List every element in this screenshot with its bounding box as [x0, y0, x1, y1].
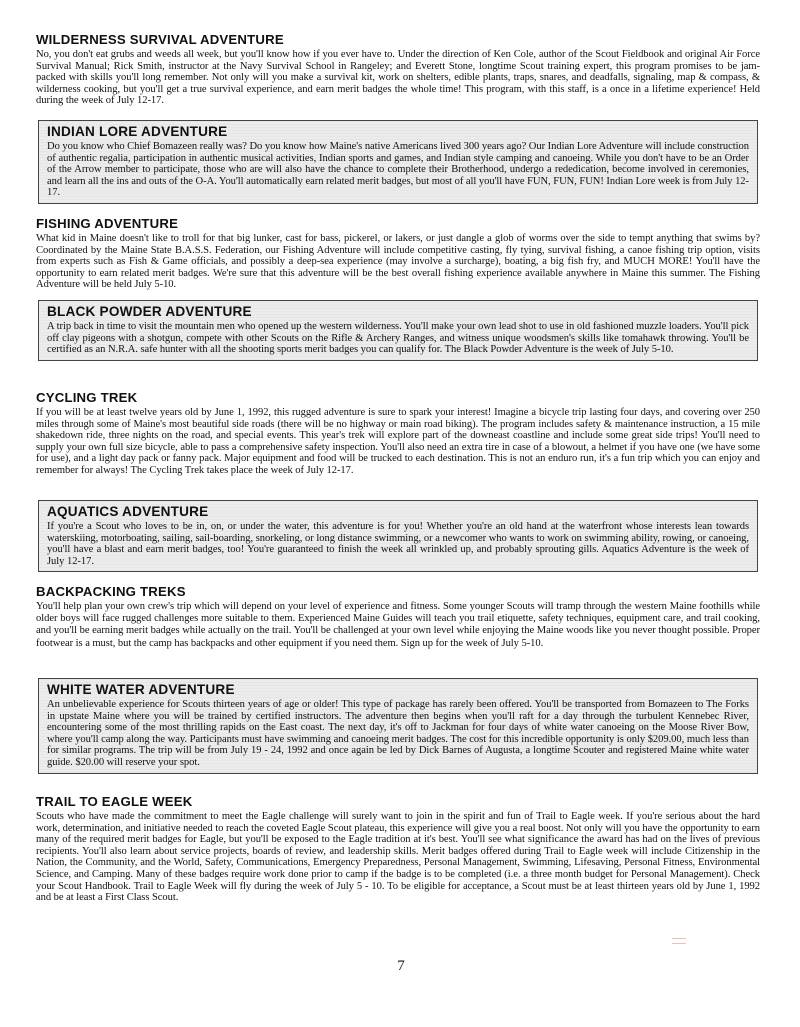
- section-black-powder: [38, 300, 758, 361]
- section-body: Do you know who Chief Bomazeen really was? Do you know how Maine's native Americans lived 300 years ago? Our Indian Lore Adventure will include construction of authentic regalia, participation in authentic musical activities, Indian sports and games, and Indian style camping and canoeing. While you don't have to be an Order of the Arrow member to participate, those who are will also have the chance to complete their Brotherhood, undergo a rededication, become involved in ceremonies, and learn all the ins and outs of the O-A. You'll automatically earn related merit badges, but most of all you'll have FUN, FUN, FUN! Indian Lore week is from July 12-17.: [47, 141, 749, 199]
- section-body: What kid in Maine doesn't like to troll for that big lunker, cast for bass, pickerel, or lakers, or just dangle a glob of worms over the side to tempt anything that swims by? Coordinated by the Maine State B.A.S.S. Federation, our Fishing Adventure will include competitive casting, fly tying, survival fishing, a canoe fishing trip option, visits from experts such as Fish & Game officials, and possibly a deep-sea experience (may involve a surcharge), boating, a big fish fry, and MUCH MORE! You'll have the opportunity to earn related merit badges. We're sure that this adventure will be the best overall fishing experience available anywhere in Maine this summer. The Fishing Adventure will be held July 5-10.: [36, 233, 760, 291]
- section-title: AQUATICS ADVENTURE: [47, 504, 209, 519]
- section-body: If you will be at least twelve years old by June 1, 1992, this rugged adventure is sure to spark your interest! Imagine a bicycle trip lasting four days, and covering over 250 miles through some of Maine's most beautiful side roads (there will be no highway or main road biking). The program includes safety & maintenance instruction, a 15 mile shakedown ride, three nights on the road, and special events. This year's trek will explore part of the downeast coastline and include some great side trips! You'll need to supply your own full size bicycle, able to pass a comprehensive safety inspection. You'll also need an extra tire in case of a blowout, a helmet if you have one (we have some for use), and a light day pack or fanny pack. Major equipment and food will be trucked to each destination. This is not an enduro run, it's a fun trip which you can enjoy and remember for always! The Cycling Trek takes place the week of July 12-17.: [36, 407, 760, 476]
- section-body: An unbelievable experience for Scouts thirteen years of age or older! This type of package has rarely been offered. You'll be transported from Bomazeen to The Forks in upstate Maine where you will be trained by certified instructors. The adventure then begins when you'll raft for a day through the turbulent Kennebec River, encountering some of the most thrilling rapids on the East coast. The next day, it's off to Jackman for four days of white water canoeing on the Moose River Bow, where you'll camp along the way. Participants must have swimming and canoeing merit badges. The cost for this incredible opportunity is only $209.00, much less than for similar programs. The trip will be from July 19 - 24, 1992 and once again be led by Dick Barnes of Augusta, a longtime Scouter and registered Maine white water guide. $20.00 will reserve your spot.: [47, 699, 749, 768]
- section-fishing: [36, 216, 760, 291]
- section-title: BLACK POWDER ADVENTURE: [47, 304, 252, 319]
- section-trail-to-eagle: [36, 794, 760, 904]
- section-title: WILDERNESS SURVIVAL ADVENTURE: [36, 32, 284, 47]
- section-body: You'll help plan your own crew's trip which will depend on your level of experience and fitness. Some younger Scouts will tramp through the western Maine foothills while older boys will face rugged challenges more suitable to them. Experienced Maine Guides will teach you trail etiquette, safety techniques, equipment care, and trail cooking, and you'll be earning merit badges while actually on the trail. You'll be challenged at your own level while enjoying the Maine woods like you never thought possible. Proper footwear is a must, but the camp has backpacks and other equipment if you need them. Sign up for the week of July 5-10.: [36, 601, 760, 649]
- page-number: 7: [397, 958, 405, 974]
- section-body: Scouts who have made the commitment to meet the Eagle challenge will surely want to join in the spirit and fun of Trail to Eagle week. If you're serious about the hard work, determination, and initiative needed to reach the coveted Eagle Scout plateau, this experience will give you a real boost. Not only will you have the opportunity to earn many of the required merit badges for Eagle, but you'll be exposed to the Eagle tradition at it's best. You'll see what significance the award has had on the lives of previous recipients. You'll also learn about service projects, boards of review, and leadership skills. Merit badges offered during Trail to Eagle week will include Citizenship in the Nation, the Community, and the World, Safety, Communications, Emergency Preparedness, Personal Management, Swimming, Lifesaving, Personal Fitness, Environmental Science, and Camping. Many of these badges require work done prior to camp if the badge is to be completed (i.e. a three month budget for Personal Management). Check your Scout Handbook. Trail to Eagle Week will fly during the week of July 5 - 10. To be eligible for acceptance, a Scout must be at least thirteen years old by June 1, 1992 and be at least a First Class Scout.: [36, 811, 760, 904]
- section-title: CYCLING TREK: [36, 390, 138, 405]
- section-aquatics: [38, 500, 758, 572]
- section-title: WHITE WATER ADVENTURE: [47, 682, 235, 697]
- section-backpacking: [36, 584, 760, 650]
- section-body: A trip back in time to visit the mountain men who opened up the western wilderness. You'll make your own lead shot to use in old fashioned muzzle loaders. You'll pick off clay pigeons with a shotgun, compete with other Scouts on the Rifle & Archery Ranges, and witness unique woodsmen's skills like tomahawk throwing. You'll be certified as an N.R.A. safe hunter with all the shooting sports merit badges you can qualify for. The Black Powder Adventure is the week of July 5-10.: [47, 321, 749, 356]
- section-white-water: [38, 678, 758, 774]
- section-title: INDIAN LORE ADVENTURE: [47, 124, 228, 139]
- section-body: No, you don't eat grubs and weeds all week, but you'll know how if you ever have to. Under the direction of Ken Cole, author of the Scout Fieldbook and original Air Force Survival Manual; Rick Smith, instructor at the Navy Survival School in Rangeley; and Everett Stone, longtime Scout training expert, this program promises to be jam-packed with skills you'll long remember. Not only will you make a survival kit, work on shelters, edible plants, traps, snares, and deadfalls, signaling, map & compass, & wilderness cooking, but you'll get a true survival experience, and earn merit badges the whole time! This program, with this staff, is a once in a lifetime experience! Held during the week of July 12-17.: [36, 49, 760, 107]
- section-title: BACKPACKING TREKS: [36, 584, 186, 599]
- section-indian-lore: [38, 120, 758, 204]
- section-title: FISHING ADVENTURE: [36, 216, 179, 231]
- ink-mark: [672, 938, 686, 944]
- section-body: If you're a Scout who loves to be in, on, or under the water, this adventure is for you! Whether you're an old hand at the waterfront whose interests lean towards waterskiing, motorboating, sailing, sail-boarding, snorkeling, or long distance swimming, or a newcomer who wants to work on swimming ability, rowing, or canoeing, you'll have a blast and earn merit badges, too! You're guaranteed to finish the week all wrinkled up, and probably sprouting gills. Aquatics Adventure is the week of July 12-17.: [47, 521, 749, 567]
- section-wilderness-survival: [36, 32, 760, 107]
- section-cycling-trek: [36, 390, 760, 477]
- section-title: TRAIL TO EAGLE WEEK: [36, 794, 193, 809]
